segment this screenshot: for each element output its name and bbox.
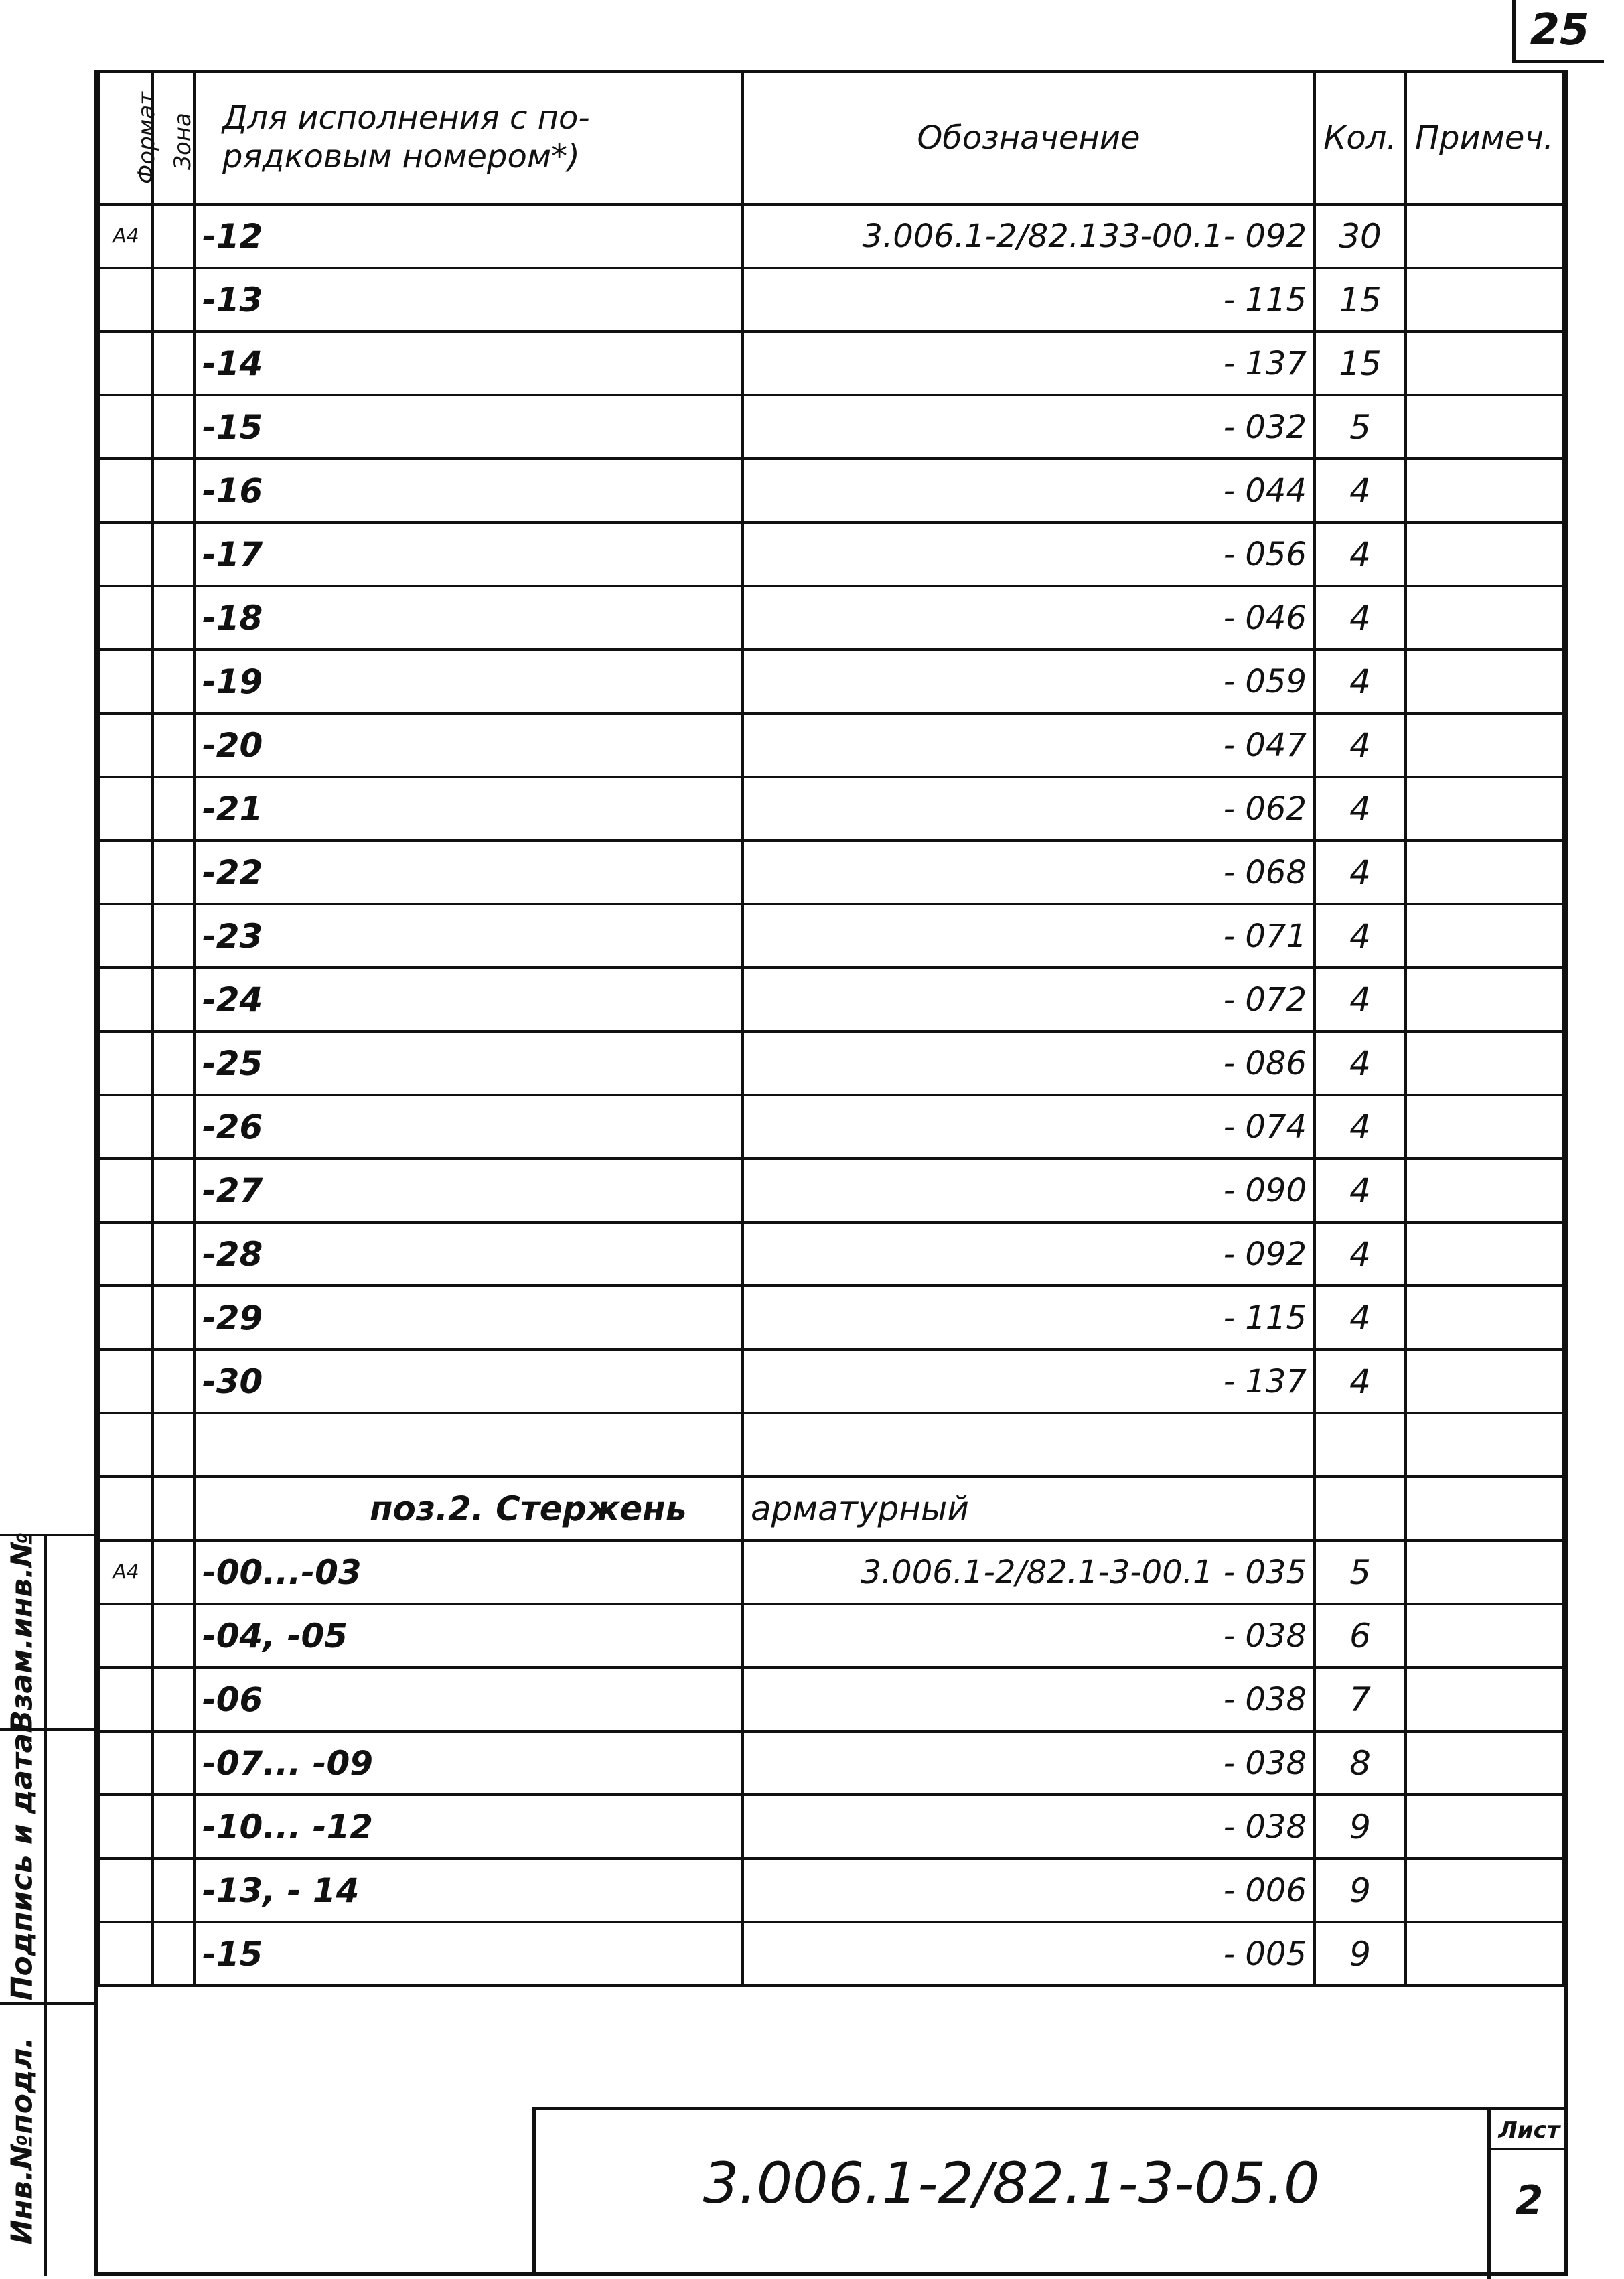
zone-cell (153, 1795, 194, 1858)
format-cell (99, 650, 153, 713)
format-cell (99, 1349, 153, 1413)
qty-cell: 30 (1315, 204, 1406, 268)
variant-cell: -15 (194, 1922, 743, 1986)
zone-cell (153, 713, 194, 777)
sheet-number: 2 (1515, 2177, 1544, 2224)
blank-cell (99, 1413, 153, 1477)
blank-cell (743, 1413, 1315, 1477)
format-cell (99, 1222, 153, 1286)
format-cell (99, 1095, 153, 1159)
zone-cell (153, 1031, 194, 1095)
page-number: 25 (1512, 0, 1604, 63)
note-cell (1406, 1858, 1563, 1922)
designation-cell: - 072 (743, 968, 1315, 1031)
designation-cell: - 038 (743, 1604, 1315, 1668)
format-cell (99, 522, 153, 586)
note-cell (1406, 395, 1563, 459)
label-sign-date: Подпись и дата (5, 1733, 40, 2000)
designation-cell: 3.006.1-2/82.133-00.1- 092 (743, 204, 1315, 268)
table-row (99, 1795, 1563, 1858)
table-row (99, 1858, 1563, 1922)
variant-cell: -16 (194, 459, 743, 522)
header-variant (194, 71, 743, 204)
zone-cell (153, 268, 194, 332)
document-code: 3.006.1-2/82.1-3-05.0 (703, 2150, 1320, 2216)
qty-cell: 4 (1315, 1095, 1406, 1159)
sheet-label: Лист (1491, 2110, 1568, 2150)
variant-cell: -10... -12 (194, 1795, 743, 1858)
qty-cell: 9 (1315, 1795, 1406, 1858)
designation-cell: - 038 (743, 1731, 1315, 1795)
qty-cell: 4 (1315, 1286, 1406, 1349)
qty-cell: 7 (1315, 1668, 1406, 1731)
qty-cell: 4 (1315, 713, 1406, 777)
note-cell (1406, 1095, 1563, 1159)
format-cell (99, 777, 153, 840)
blank-cell (194, 1413, 743, 1477)
table-row (99, 395, 1563, 459)
zone-cell (153, 1922, 194, 1986)
qty-cell: 5 (1315, 1540, 1406, 1604)
format-cell (99, 586, 153, 650)
qty-cell: 4 (1315, 1031, 1406, 1095)
note-cell (1406, 1222, 1563, 1286)
note-cell (1406, 1604, 1563, 1668)
note-cell (1406, 1668, 1563, 1731)
zone-cell (153, 1095, 194, 1159)
designation-cell: - 137 (743, 1349, 1315, 1413)
designation-cell: - 062 (743, 777, 1315, 840)
variant-cell: -22 (194, 840, 743, 904)
variant-cell: -13, - 14 (194, 1858, 743, 1922)
qty-cell: 4 (1315, 968, 1406, 1031)
format-cell (99, 1731, 153, 1795)
blank-cell (153, 1413, 194, 1477)
variant-cell: -15 (194, 395, 743, 459)
variant-cell: -23 (194, 904, 743, 968)
zone-cell (153, 1477, 194, 1540)
designation-cell: - 006 (743, 1858, 1315, 1922)
zone-cell (153, 459, 194, 522)
designation-cell: - 068 (743, 840, 1315, 904)
variant-cell: -00...-03 (194, 1540, 743, 1604)
stamp-cell-inv (0, 2002, 94, 2276)
label-vzam-inv: Взам.инв.№ (5, 1531, 40, 1733)
format-cell (99, 1668, 153, 1731)
table-row (99, 268, 1563, 332)
format-cell (99, 904, 153, 968)
note-cell (1406, 1540, 1563, 1604)
zone-cell (153, 1858, 194, 1922)
zone-cell (153, 1668, 194, 1731)
table-row (99, 777, 1563, 840)
designation-cell: - 059 (743, 650, 1315, 713)
qty-cell: 6 (1315, 1604, 1406, 1668)
zone-cell (153, 332, 194, 395)
note-cell (1406, 1731, 1563, 1795)
table-row (99, 1031, 1563, 1095)
zone-cell (153, 968, 194, 1031)
zone-cell (153, 1731, 194, 1795)
table-row (99, 1286, 1563, 1349)
qty-cell: 4 (1315, 522, 1406, 586)
note-cell (1406, 1031, 1563, 1095)
qty-cell: 5 (1315, 395, 1406, 459)
format-cell: А4 (99, 204, 153, 268)
title-block (532, 2107, 1568, 2276)
format-cell (99, 1795, 153, 1858)
zone-cell (153, 1540, 194, 1604)
note-cell (1406, 840, 1563, 904)
qty-cell: 15 (1315, 268, 1406, 332)
designation-cell: - 047 (743, 713, 1315, 777)
stamp-cell-vzam (0, 1531, 94, 1733)
note-cell (1406, 1795, 1563, 1858)
zone-cell (153, 650, 194, 713)
note-cell (1406, 1159, 1563, 1222)
qty-cell: 9 (1315, 1922, 1406, 1986)
designation-cell: - 032 (743, 395, 1315, 459)
table-row (99, 1668, 1563, 1731)
note-cell (1406, 586, 1563, 650)
zone-cell (153, 1222, 194, 1286)
variant-cell: -06 (194, 1668, 743, 1731)
qty-cell: 4 (1315, 1349, 1406, 1413)
zone-cell (153, 586, 194, 650)
format-cell (99, 840, 153, 904)
variant-cell: -26 (194, 1095, 743, 1159)
designation-cell: - 005 (743, 1922, 1315, 1986)
note-cell (1406, 204, 1563, 268)
qty-cell: 9 (1315, 1858, 1406, 1922)
table-row (99, 968, 1563, 1031)
table-row (99, 650, 1563, 713)
qty-cell: 4 (1315, 777, 1406, 840)
header-variant-line2: рядковым номером*) (222, 137, 580, 175)
header-designation: Обозначение (743, 71, 1315, 204)
table-row (99, 332, 1563, 395)
table-row (99, 1731, 1563, 1795)
note-cell (1406, 777, 1563, 840)
qty-cell (1315, 1477, 1406, 1540)
zone-cell (153, 904, 194, 968)
format-cell (99, 968, 153, 1031)
header-note: Примеч. (1406, 71, 1563, 204)
format-cell: А4 (99, 1540, 153, 1604)
blank-cell (1315, 1413, 1406, 1477)
variant-cell: -13 (194, 268, 743, 332)
designation-cell: - 046 (743, 586, 1315, 650)
table-row (99, 840, 1563, 904)
designation-cell: - 074 (743, 1095, 1315, 1159)
section-row (99, 1477, 1563, 1540)
table-row (99, 1222, 1563, 1286)
qty-cell: 4 (1315, 904, 1406, 968)
variant-cell: -29 (194, 1286, 743, 1349)
blank-cell (1406, 1413, 1563, 1477)
zone-cell (153, 1159, 194, 1222)
header-qty: Кол. (1315, 71, 1406, 204)
table-row (99, 1095, 1563, 1159)
table-header-row (99, 71, 1563, 204)
blank-row (99, 1413, 1563, 1477)
zone-cell (153, 1349, 194, 1413)
format-cell (99, 1604, 153, 1668)
note-cell (1406, 268, 1563, 332)
note-cell (1406, 459, 1563, 522)
format-cell (99, 1159, 153, 1222)
table-row (99, 1540, 1563, 1604)
format-cell (99, 1922, 153, 1986)
format-cell (99, 1031, 153, 1095)
table-row (99, 1922, 1563, 1986)
format-cell (99, 1858, 153, 1922)
variant-cell: -27 (194, 1159, 743, 1222)
qty-cell: 4 (1315, 840, 1406, 904)
table-row (99, 204, 1563, 268)
variant-cell: -14 (194, 332, 743, 395)
format-cell (99, 1477, 153, 1540)
format-cell (99, 459, 153, 522)
table-row (99, 586, 1563, 650)
table-row (99, 1349, 1563, 1413)
format-cell (99, 268, 153, 332)
designation-cell: - 071 (743, 904, 1315, 968)
note-cell (1406, 522, 1563, 586)
zone-cell (153, 777, 194, 840)
section-title-left (194, 1477, 743, 1540)
variant-cell: -20 (194, 713, 743, 777)
designation-cell: 3.006.1-2/82.1-3-00.1 - 035 (743, 1540, 1315, 1604)
qty-cell: 4 (1315, 650, 1406, 713)
variant-cell: -07... -09 (194, 1731, 743, 1795)
variant-cell: -17 (194, 522, 743, 586)
variant-cell: -21 (194, 777, 743, 840)
section-title-text: поз.2. Стержень (370, 1489, 687, 1528)
section-title-right: арматурный (743, 1477, 1315, 1540)
table-row (99, 522, 1563, 586)
note-cell (1406, 1349, 1563, 1413)
zone-cell (153, 1286, 194, 1349)
qty-cell: 15 (1315, 332, 1406, 395)
header-zone: Зона (153, 71, 194, 204)
designation-cell: - 115 (743, 268, 1315, 332)
sheet-box (1487, 2110, 1568, 2279)
designation-cell: - 137 (743, 332, 1315, 395)
table-row (99, 1159, 1563, 1222)
table-row (99, 1604, 1563, 1668)
note-cell (1406, 1922, 1563, 1986)
designation-cell: - 090 (743, 1159, 1315, 1222)
zone-cell (153, 204, 194, 268)
variant-cell: -18 (194, 586, 743, 650)
qty-cell: 8 (1315, 1731, 1406, 1795)
designation-cell: - 038 (743, 1795, 1315, 1858)
zone-cell (153, 395, 194, 459)
variant-cell: -04, -05 (194, 1604, 743, 1668)
zone-cell (153, 840, 194, 904)
table-row (99, 904, 1563, 968)
designation-cell: - 044 (743, 459, 1315, 522)
format-cell (99, 713, 153, 777)
format-cell (99, 1286, 153, 1349)
variant-cell: -30 (194, 1349, 743, 1413)
variant-cell: -19 (194, 650, 743, 713)
label-inv-orig: Инв.№подл. (5, 2037, 40, 2244)
designation-cell: - 086 (743, 1031, 1315, 1095)
stamp-cell-sign (0, 1728, 94, 2002)
note-cell (1406, 1286, 1563, 1349)
zone-cell (153, 522, 194, 586)
note-cell (1406, 968, 1563, 1031)
note-cell (1406, 650, 1563, 713)
format-cell (99, 332, 153, 395)
variant-cell: -28 (194, 1222, 743, 1286)
left-stamp-strip (0, 1531, 94, 2276)
qty-cell: 4 (1315, 1159, 1406, 1222)
designation-cell: - 115 (743, 1286, 1315, 1349)
qty-cell: 4 (1315, 1222, 1406, 1286)
format-cell (99, 395, 153, 459)
header-variant-line1: Для исполнения с по- (222, 98, 590, 137)
designation-cell: - 038 (743, 1668, 1315, 1731)
note-cell (1406, 904, 1563, 968)
qty-cell: 4 (1315, 459, 1406, 522)
designation-cell: - 056 (743, 522, 1315, 586)
note-cell (1406, 1477, 1563, 1540)
header-format: Формат (99, 71, 153, 204)
variant-cell: -24 (194, 968, 743, 1031)
table-row (99, 713, 1563, 777)
table-row (99, 459, 1563, 522)
variant-cell: -25 (194, 1031, 743, 1095)
note-cell (1406, 713, 1563, 777)
qty-cell: 4 (1315, 586, 1406, 650)
variant-cell: -12 (194, 204, 743, 268)
note-cell (1406, 332, 1563, 395)
designation-cell: - 092 (743, 1222, 1315, 1286)
zone-cell (153, 1604, 194, 1668)
specification-table (98, 70, 1564, 1987)
